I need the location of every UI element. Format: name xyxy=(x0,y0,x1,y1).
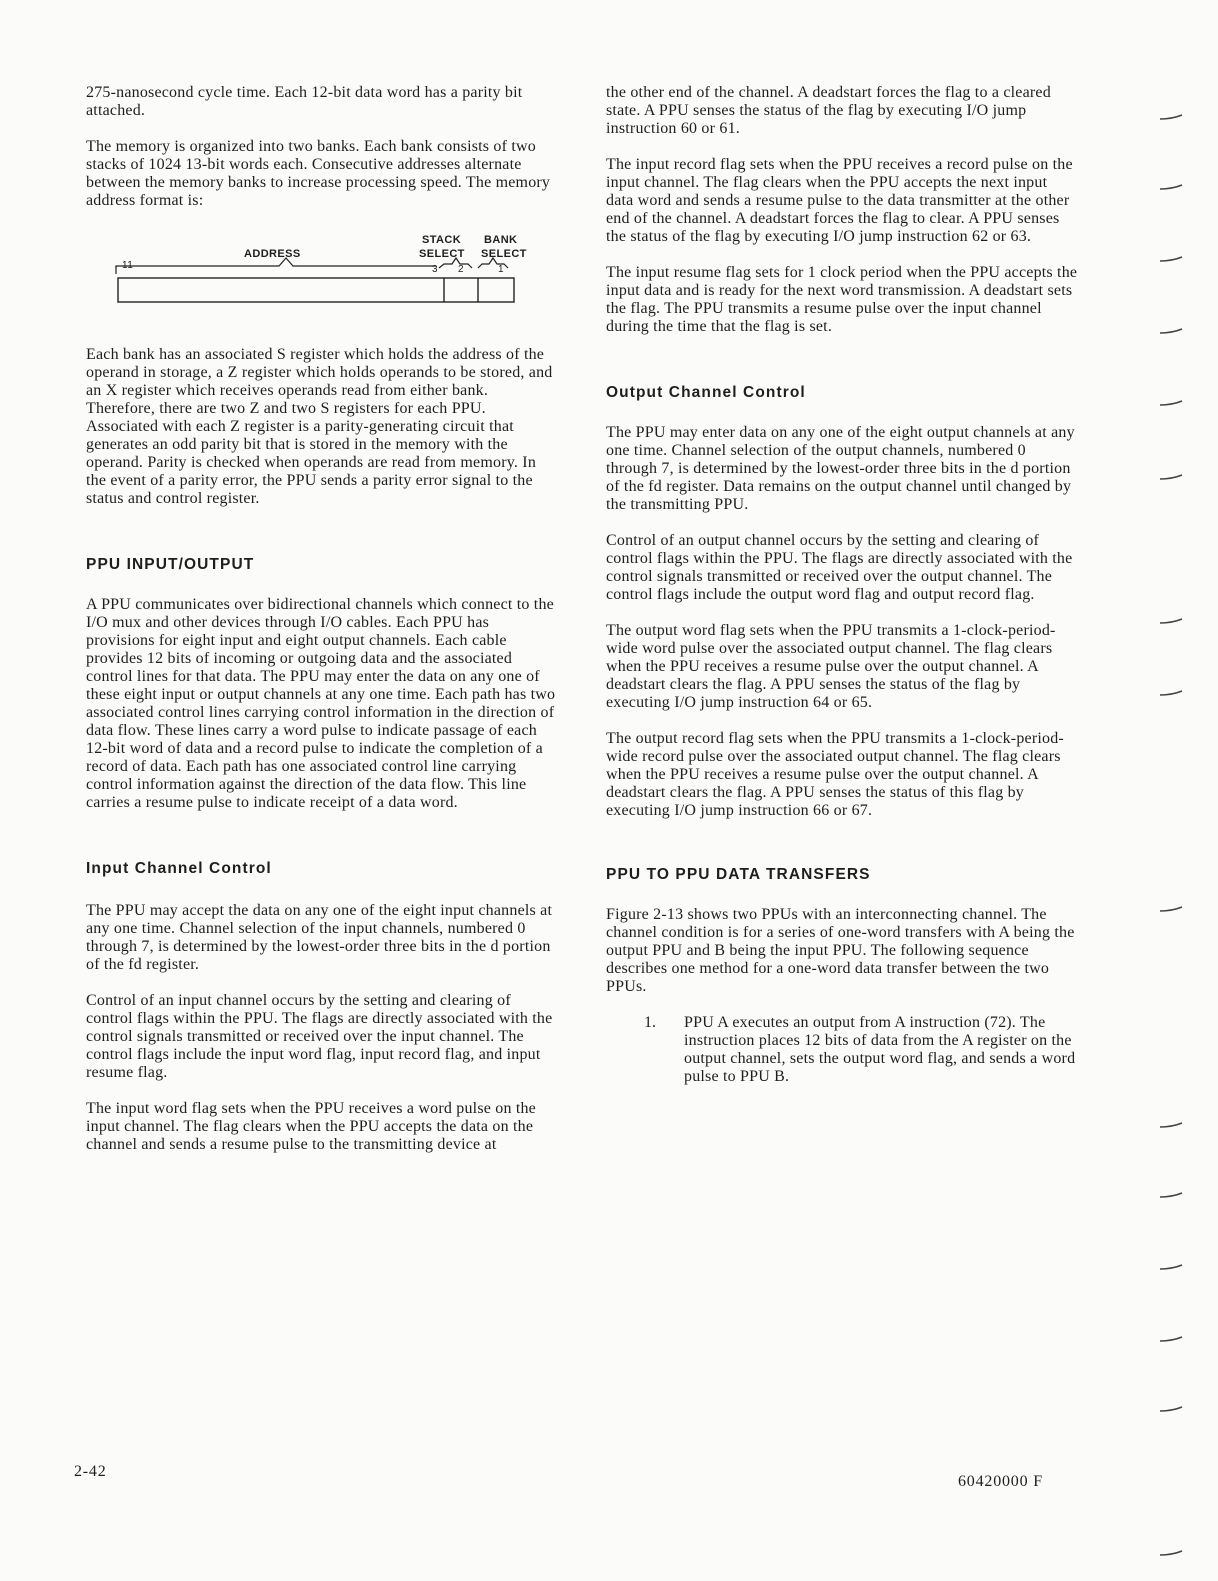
bit-3-label: 3 xyxy=(432,264,438,275)
paragraph: A PPU communicates over bidirectional channels which connect to the I/O mux and other devices through I/O cables. Each PPU has provisions for eight input and eight output channels. Each cable provides 12 bits of incoming or outgoing data and the associated control lines for that data. The PPU may enter the data on any one of these eight input or output channels at any one time. Each path has two associated control lines carrying control information in the direction of data flow. These lines carry a word pulse to indicate passage of each 12-bit word of data and a record pulse to indicate the completion of a record of data. Each path has one associated control line carrying control information against the direction of the data flow. This line carries a resume pulse to indicate receipt of a data word. xyxy=(86,596,556,811)
paragraph: The PPU may accept the data on any one of the eight input channels at any one time. Channel selection of the input channels, numbered 0 through 7, is determined by the lowest-order three bits in the d portion of the fd register. xyxy=(86,902,553,973)
paragraph: the other end of the channel. A deadstart forces the flag to a cleared state. A PPU senses the status of the flag by executing I/O jump instruction 60 or 61. xyxy=(606,84,1051,137)
paragraph: The input record flag sets when the PPU receives a record pulse on the input channel. The flag clears when the PPU accepts the next input data word and sends a resume pulse to the data transmitter at the other end of the channel. A deadstart forces the flag to clear. A PPU senses the status of the flag by executing I/O jump instruction 62 or 63. xyxy=(606,156,1073,245)
list-item-number: 1. xyxy=(644,1014,656,1031)
subsection-heading: Output Channel Control xyxy=(606,384,806,401)
binding-mark xyxy=(1158,255,1184,265)
paragraph: The PPU may enter data on any one of the eight output channels at any one time. Channel selection of the output channels, numbered 0 through 7, is determined by the lowest-order three bits in the d portion of the fd register. Data remains on the output channel until changed by the transmitting PPU. xyxy=(606,424,1075,513)
list-item-text: PPU A executes an output from A instruction (72). The instruction places 12 bits of data from the A register on the output channel, sets the output word flag, and sends a word pulse to PPU B. xyxy=(684,1014,1076,1085)
right-column xyxy=(606,84,1078,1086)
binding-mark xyxy=(1158,1335,1184,1345)
bank-select-label-top: BANK xyxy=(484,234,518,246)
binding-mark xyxy=(1158,473,1184,483)
binding-mark xyxy=(1158,905,1184,915)
stack-select-label-top: STACK xyxy=(422,234,462,246)
bit-1-label: 1 xyxy=(498,264,504,275)
paragraph: Each bank has an associated S register which holds the address of the operand in storage, a Z register which holds operands to be stored, and an X register which receives operands read from either bank. Therefore, there are two Z and two S registers for each PPU. Associated with each Z register is a parity-generating circuit that generates an odd parity bit that is stored in the memory with the operand. Parity is checked when operands are read from memory. In the event of a parity error, the PPU sends a parity error signal to the status and control register. xyxy=(86,346,553,507)
binding-mark xyxy=(1158,1405,1184,1415)
binding-mark xyxy=(1158,1549,1184,1559)
bank-select-label-bottom: SELECT xyxy=(481,248,527,260)
left-column xyxy=(86,84,558,1172)
section-heading: PPU TO PPU DATA TRANSFERS xyxy=(606,866,871,883)
paragraph: The input resume flag sets for 1 clock period when the PPU accepts the input data and is ready for the next word transmission. A deadstart sets the flag. The PPU transmits a resume pulse over the input channel during the time that the flag is set. xyxy=(606,264,1078,335)
binding-mark xyxy=(1158,1191,1184,1201)
numbered-list-item xyxy=(606,1014,1078,1086)
binding-mark xyxy=(1158,327,1184,337)
address-format-diagram xyxy=(86,228,536,324)
bit-2-label: 2 xyxy=(458,264,464,275)
stack-select-label-bottom: SELECT xyxy=(419,248,465,260)
binding-mark xyxy=(1158,113,1184,123)
bit-11-label: 11 xyxy=(122,260,134,271)
address-label: ADDRESS xyxy=(244,248,301,260)
paragraph: 275-nanosecond cycle time. Each 12-bit data word has a parity bit attached. xyxy=(86,84,523,119)
binding-mark xyxy=(1158,1263,1184,1273)
document-number: 60420000 F xyxy=(958,1473,1043,1490)
binding-mark xyxy=(1158,399,1184,409)
binding-mark xyxy=(1158,183,1184,193)
binding-mark xyxy=(1158,617,1184,627)
paragraph: The output word flag sets when the PPU transmits a 1-clock-period-wide word pulse over the associated output channel. The flag clears when the PPU receives a resume pulse over the output channel. A deadstart clears the flag. A PPU senses the status of the flag by executing I/O jump instruction 64 or 65. xyxy=(606,622,1056,711)
binding-mark xyxy=(1158,689,1184,699)
memory-address-format-figure xyxy=(86,228,536,324)
paragraph: The output record flag sets when the PPU transmits a 1-clock-period-wide record pulse over the associated output channel. The flag clears when the PPU receives a resume pulse over the output channel. A deadstart clears the flag. A PPU senses the status of this flag by executing I/O jump instruction 66 or 67. xyxy=(606,730,1064,819)
section-heading: PPU INPUT/OUTPUT xyxy=(86,556,255,573)
paragraph: Control of an input channel occurs by the setting and clearing of control flags within the PPU. The flags are directly associated with the control signals transmitted or received over the input channel. The control flags include the input word flag, input record flag, and input resume flag. xyxy=(86,992,553,1081)
subsection-heading: Input Channel Control xyxy=(86,860,272,877)
paragraph: The input word flag sets when the PPU receives a word pulse on the input channel. The flag clears when the PPU accepts the data on the channel and sends a resume pulse to the transmitting device at xyxy=(86,1100,536,1153)
page-number: 2-42 xyxy=(74,1463,107,1480)
paragraph: Control of an output channel occurs by the setting and clearing of control flags within the PPU. The flags are directly associated with the control signals transmitted or received over the output channel. The control flags include the output word flag and output record flag. xyxy=(606,532,1073,603)
binding-mark xyxy=(1158,1121,1184,1131)
paragraph: Figure 2-13 shows two PPUs with an interconnecting channel. The channel condition is for a series of one-word transfers with A being the output PPU and B being the input PPU. The following sequence describes one method for a one-word data transfer between the two PPUs. xyxy=(606,906,1075,995)
paragraph: The memory is organized into two banks. Each bank consists of two stacks of 1024 13-bit words each. Consecutive addresses alternate between the memory banks to increase processing speed. The memory address format is: xyxy=(86,138,551,209)
